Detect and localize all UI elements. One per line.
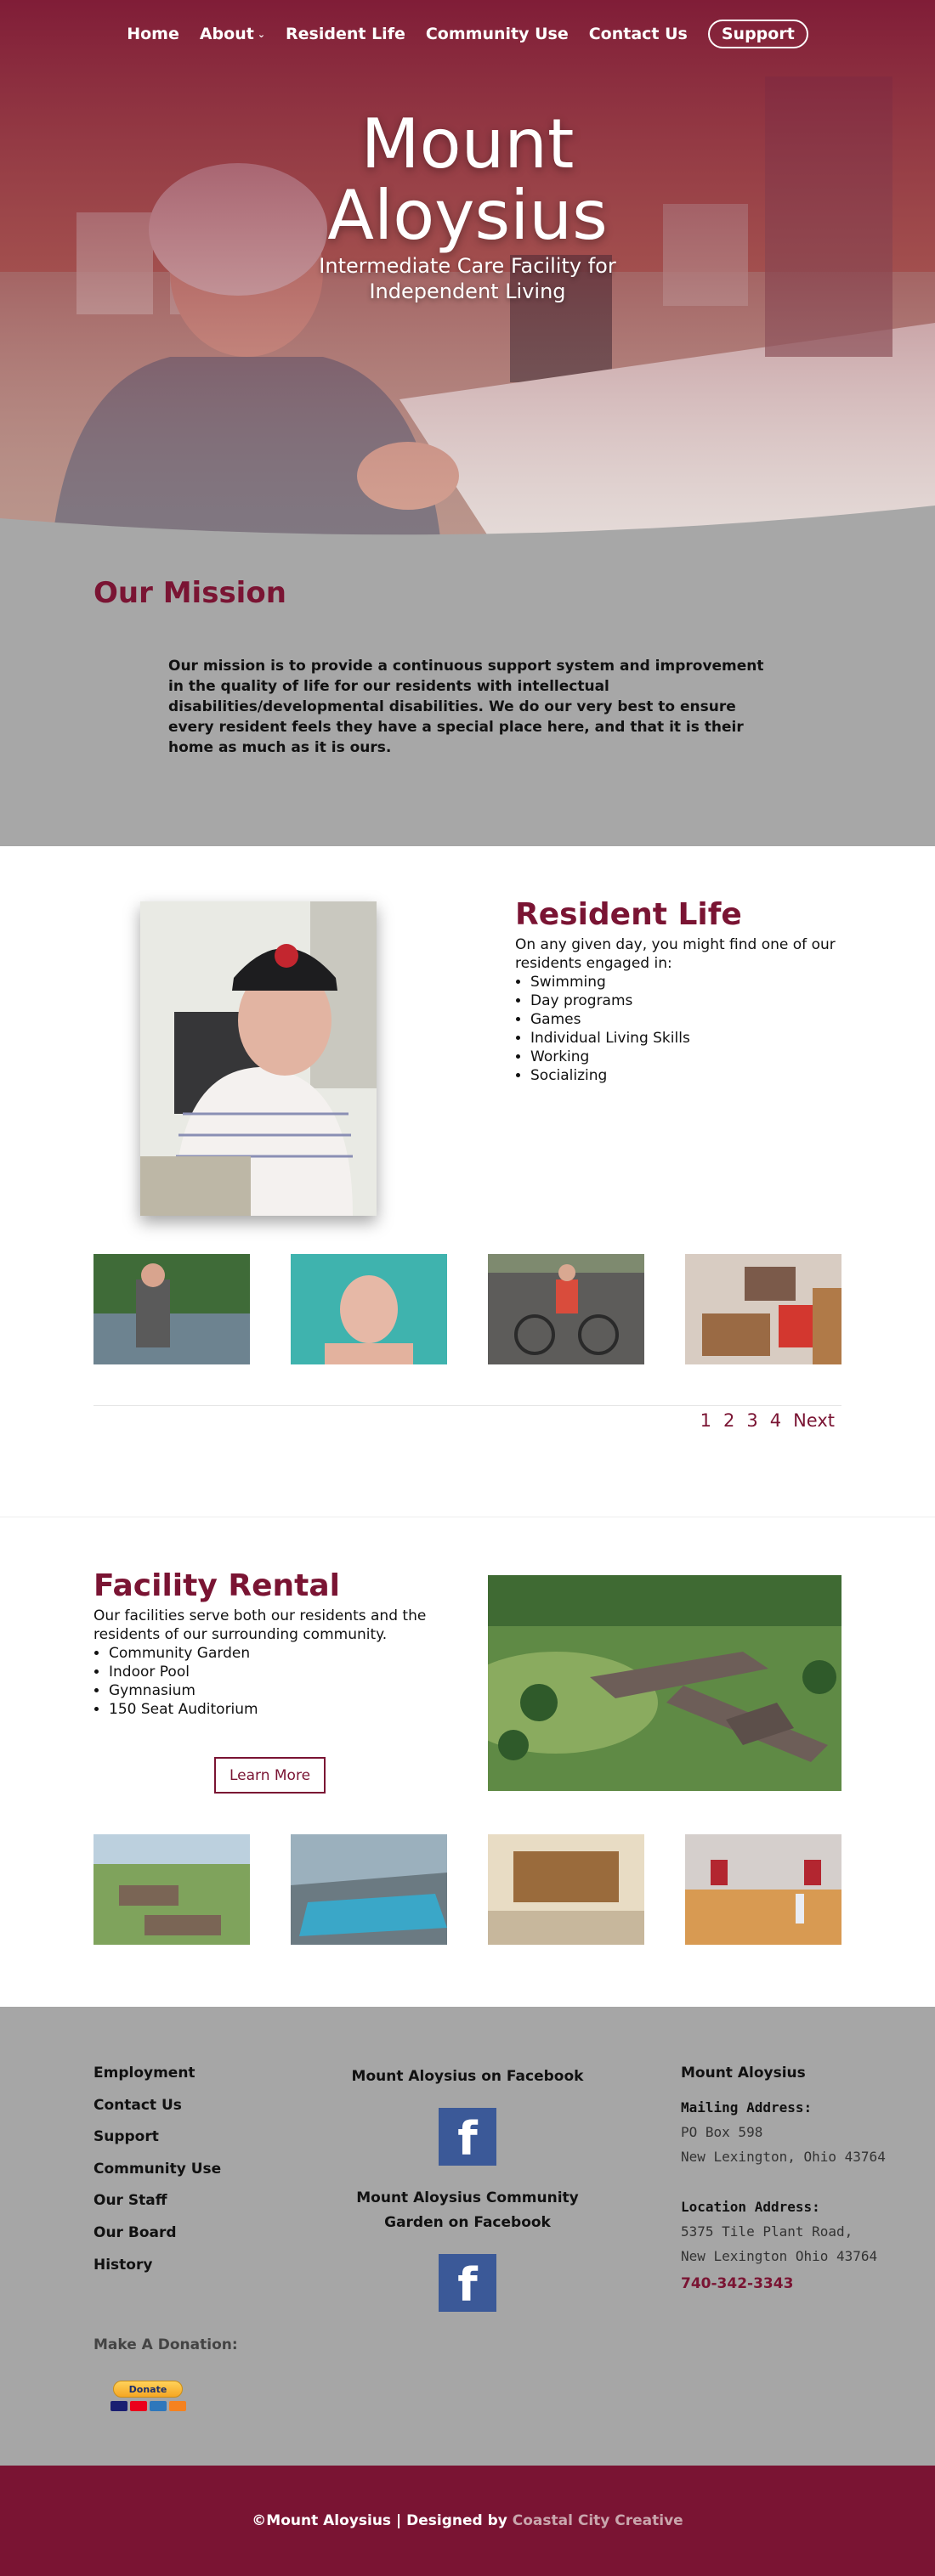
resident-life-section — [0, 846, 935, 1517]
resident-photo — [140, 901, 377, 1216]
hero-section — [0, 0, 935, 552]
hero-title-line2: Aloysius — [327, 176, 608, 255]
facebook-column — [348, 2065, 586, 2332]
footer-link-history[interactable]: History — [94, 2256, 153, 2274]
discover-card-icon — [169, 2401, 186, 2411]
list-item: • Games — [530, 1010, 855, 1029]
nav-about[interactable] — [200, 25, 265, 43]
gallery-thumb-bicycle[interactable] — [488, 1254, 644, 1364]
next-page-link[interactable]: Next — [793, 1410, 835, 1431]
learn-more-button[interactable]: Learn More — [214, 1757, 326, 1794]
hero-title — [0, 105, 935, 255]
footer-link-our-board[interactable]: Our Board — [94, 2223, 177, 2241]
facility-heading: Facility Rental — [94, 1568, 340, 1603]
facility-rental-section — [0, 1517, 935, 2007]
resident-life-heading: Resident Life — [515, 897, 742, 932]
footer-link-our-staff[interactable]: Our Staff — [94, 2192, 167, 2210]
hero-title-line1: Mount — [360, 105, 575, 184]
visa-card-icon — [110, 2401, 128, 2411]
facility-list — [109, 1644, 450, 1719]
gallery-thumb-auditorium[interactable] — [488, 1834, 644, 1945]
main-nav — [0, 0, 935, 68]
gallery-thumb-indoor-pool[interactable] — [291, 1834, 447, 1945]
pager-divider — [94, 1405, 842, 1406]
activity-list — [530, 973, 855, 1085]
facebook-glyph: f — [457, 2258, 478, 2312]
mission-text: Our mission is to provide a continuous support system and improvement in the quality of life for our residents with intellectual disabilities/developmental disabilities. We do our very best to ensure every resident feels they have a special place here, and that it is their home as much as it is ours. — [168, 658, 764, 756]
resident-life-content — [515, 897, 855, 1085]
payment-cards — [97, 2401, 199, 2411]
gallery-pagination — [700, 1410, 835, 1431]
mission-heading: Our Mission — [94, 576, 286, 610]
list-item: • Indoor Pool — [109, 1663, 450, 1681]
facebook-icon[interactable] — [439, 2254, 496, 2312]
list-item: • Swimming — [530, 973, 855, 991]
mailing-line2: New Lexington, Ohio 43764 — [681, 2149, 886, 2165]
list-item: • Working — [530, 1048, 855, 1066]
mission-section — [0, 552, 935, 846]
hero-wave-divider — [0, 501, 935, 552]
facility-aerial-photo — [488, 1575, 842, 1791]
nav-about-label: About — [199, 25, 254, 43]
location-line1: 5375 Tile Plant Road, — [681, 2223, 853, 2240]
page-3-link[interactable]: 3 — [746, 1410, 758, 1431]
amex-card-icon — [150, 2401, 167, 2411]
designer-link[interactable]: Coastal City Creative — [512, 2512, 683, 2529]
facility-gallery — [94, 1834, 842, 1945]
address-column — [681, 2065, 927, 2292]
page-1-link[interactable]: 1 — [700, 1410, 711, 1431]
facebook-heading-2-line2: Garden on Facebook — [384, 2214, 551, 2231]
gallery-thumb-pond[interactable] — [94, 1254, 250, 1364]
location-label: Location Address: — [681, 2199, 820, 2215]
copyright-text: ©Mount Aloysius | Designed by — [252, 2512, 507, 2529]
hero-subtitle-line1: Intermediate Care Facility for — [319, 254, 616, 278]
facility-content — [94, 1568, 450, 1719]
nav-support-button[interactable]: Support — [708, 20, 808, 48]
phone-link[interactable]: 740-342-3343 — [681, 2275, 794, 2292]
list-item: • Gymnasium — [109, 1681, 450, 1700]
facebook-glyph: f — [457, 2112, 478, 2166]
list-item: • Individual Living Skills — [530, 1029, 855, 1048]
nav-contact-us[interactable]: Contact Us — [588, 25, 688, 43]
list-item: • Day programs — [530, 991, 855, 1010]
donate-label: Make A Donation: — [94, 2336, 238, 2353]
mastercard-icon — [130, 2401, 147, 2411]
mailing-label: Mailing Address: — [681, 2099, 813, 2116]
footer-link-employment[interactable]: Employment — [94, 2065, 196, 2082]
copyright-bar — [0, 2466, 935, 2576]
facebook-heading-1: Mount Aloysius on Facebook — [351, 2068, 584, 2085]
nav-home[interactable]: Home — [127, 25, 179, 43]
gallery-thumb-gymnasium[interactable] — [685, 1834, 842, 1945]
facebook-heading-2 — [348, 2186, 586, 2235]
facility-intro: Our facilities serve both our residents and the residents of our surrounding community. — [94, 1607, 427, 1643]
footer-link-contact-us[interactable]: Contact Us — [94, 2096, 182, 2114]
location-line2: New Lexington Ohio 43764 — [681, 2248, 878, 2264]
footer-links — [94, 2065, 221, 2288]
resident-life-intro: On any given day, you might find one of our residents engaged in: — [515, 936, 836, 972]
page-4-link[interactable]: 4 — [769, 1410, 782, 1431]
gallery-thumb-pool[interactable] — [291, 1254, 447, 1364]
nav-resident-life[interactable]: Resident Life — [286, 25, 405, 43]
paypal-donate[interactable] — [97, 2381, 199, 2411]
footer — [0, 2007, 935, 2466]
list-item: • 150 Seat Auditorium — [109, 1700, 450, 1719]
org-name: Mount Aloysius — [681, 2065, 806, 2082]
footer-link-community-use[interactable]: Community Use — [94, 2160, 222, 2178]
hero-subtitle-line2: Independent Living — [369, 280, 566, 303]
footer-link-support[interactable]: Support — [94, 2128, 159, 2146]
mailing-line1: PO Box 598 — [681, 2124, 763, 2140]
nav-community-use[interactable]: Community Use — [425, 25, 569, 43]
resident-gallery — [94, 1254, 842, 1364]
page-2-link[interactable]: 2 — [722, 1410, 735, 1431]
list-item: • Community Garden — [109, 1644, 450, 1663]
address-spacer — [681, 2169, 927, 2195]
hero-subtitle — [0, 253, 935, 304]
donate-button[interactable]: Donate — [113, 2381, 183, 2398]
list-item: • Socializing — [530, 1066, 855, 1085]
gallery-thumb-bedroom[interactable] — [685, 1254, 842, 1364]
gallery-thumb-garden[interactable] — [94, 1834, 250, 1945]
facebook-heading-2-line1: Mount Aloysius Community — [356, 2189, 579, 2206]
chevron-down-icon: ⌄ — [257, 28, 266, 40]
facebook-icon[interactable] — [439, 2108, 496, 2166]
